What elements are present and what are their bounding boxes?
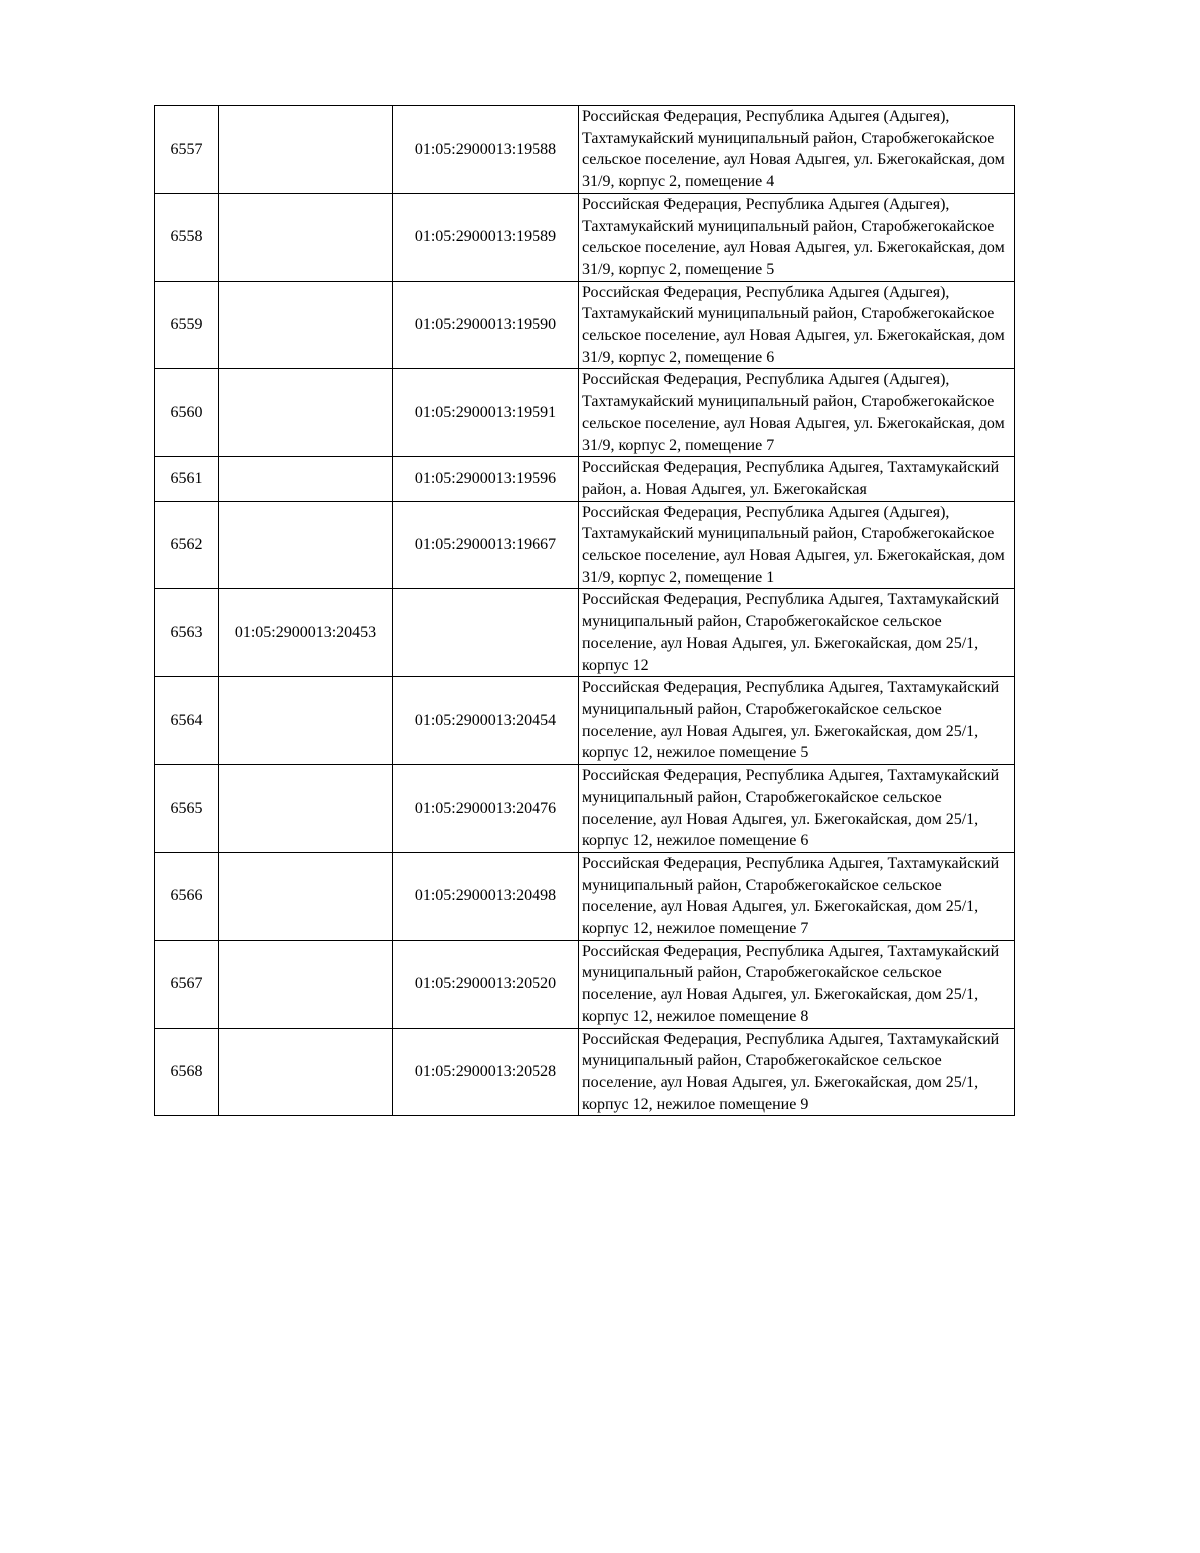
object-cadastral-number-cell: 01:05:2900013:20476 <box>393 765 579 853</box>
land-cadastral-number-cell <box>219 852 393 940</box>
object-cadastral-number-cell: 01:05:2900013:19591 <box>393 369 579 457</box>
address-cell: Российская Федерация, Республика Адыгея, Тахтамукайский муниципальный район, Старобжегокайское сельское поселение, аул Новая Адыгея, ул. Бжегокайская, дом 25/1, корпус 12, нежилое помещение 6 <box>579 765 1015 853</box>
land-cadastral-number-cell <box>219 677 393 765</box>
table-row <box>155 677 1015 765</box>
object-cadastral-number-cell: 01:05:2900013:19596 <box>393 457 579 501</box>
address-cell: Российская Федерация, Республика Адыгея, Тахтамукайский муниципальный район, Старобжегокайское сельское поселение, аул Новая Адыгея, ул. Бжегокайская, дом 25/1, корпус 12, нежилое помещение 7 <box>579 852 1015 940</box>
registry-table <box>154 105 1015 1116</box>
row-number-cell: 6560 <box>155 369 219 457</box>
address-cell: Российская Федерация, Республика Адыгея (Адыгея), Тахтамукайский муниципальный район, Старобжегокайское сельское поселение, аул Новая Адыгея, ул. Бжегокайская, дом 31/9, корпус 2, помещение 5 <box>579 193 1015 281</box>
row-number-cell: 6566 <box>155 852 219 940</box>
address-cell: Российская Федерация, Республика Адыгея, Тахтамукайский район, а. Новая Адыгея, ул. Бжегокайская <box>579 457 1015 501</box>
table-row <box>155 852 1015 940</box>
address-cell: Российская Федерация, Республика Адыгея, Тахтамукайский муниципальный район, Старобжегокайское сельское поселение, аул Новая Адыгея, ул. Бжегокайская, дом 25/1, корпус 12, нежилое помещение 9 <box>579 1028 1015 1116</box>
row-number-cell: 6558 <box>155 193 219 281</box>
address-cell: Российская Федерация, Республика Адыгея (Адыгея), Тахтамукайский муниципальный район, Старобжегокайское сельское поселение, аул Новая Адыгея, ул. Бжегокайская, дом 31/9, корпус 2, помещение 7 <box>579 369 1015 457</box>
land-cadastral-number-cell <box>219 369 393 457</box>
table-row <box>155 281 1015 369</box>
object-cadastral-number-cell: 01:05:2900013:20528 <box>393 1028 579 1116</box>
address-cell: Российская Федерация, Республика Адыгея (Адыгея), Тахтамукайский муниципальный район, Старобжегокайское сельское поселение, аул Новая Адыгея, ул. Бжегокайская, дом 31/9, корпус 2, помещение 1 <box>579 501 1015 589</box>
row-number-cell: 6557 <box>155 106 219 194</box>
land-cadastral-number-cell <box>219 281 393 369</box>
object-cadastral-number-cell <box>393 589 579 677</box>
object-cadastral-number-cell: 01:05:2900013:19588 <box>393 106 579 194</box>
object-cadastral-number-cell: 01:05:2900013:19667 <box>393 501 579 589</box>
table-row <box>155 501 1015 589</box>
object-cadastral-number-cell: 01:05:2900013:19590 <box>393 281 579 369</box>
row-number-cell: 6568 <box>155 1028 219 1116</box>
object-cadastral-number-cell: 01:05:2900013:19589 <box>393 193 579 281</box>
address-cell: Российская Федерация, Республика Адыгея, Тахтамукайский муниципальный район, Старобжегокайское сельское поселение, аул Новая Адыгея, ул. Бжегокайская, дом 25/1, корпус 12, нежилое помещение 8 <box>579 940 1015 1028</box>
row-number-cell: 6561 <box>155 457 219 501</box>
land-cadastral-number-cell <box>219 1028 393 1116</box>
land-cadastral-number-cell <box>219 457 393 501</box>
table-row <box>155 940 1015 1028</box>
land-cadastral-number-cell <box>219 940 393 1028</box>
row-number-cell: 6562 <box>155 501 219 589</box>
row-number-cell: 6559 <box>155 281 219 369</box>
row-number-cell: 6567 <box>155 940 219 1028</box>
address-cell: Российская Федерация, Республика Адыгея (Адыгея), Тахтамукайский муниципальный район, Старобжегокайское сельское поселение, аул Новая Адыгея, ул. Бжегокайская, дом 31/9, корпус 2, помещение 4 <box>579 106 1015 194</box>
address-cell: Российская Федерация, Республика Адыгея, Тахтамукайский муниципальный район, Старобжегокайское сельское поселение, аул Новая Адыгея, ул. Бжегокайская, дом 25/1, корпус 12, нежилое помещение 5 <box>579 677 1015 765</box>
land-cadastral-number-cell <box>219 765 393 853</box>
table-row <box>155 1028 1015 1116</box>
object-cadastral-number-cell: 01:05:2900013:20498 <box>393 852 579 940</box>
object-cadastral-number-cell: 01:05:2900013:20520 <box>393 940 579 1028</box>
table-row <box>155 457 1015 501</box>
registry-table-body <box>155 106 1015 1116</box>
object-cadastral-number-cell: 01:05:2900013:20454 <box>393 677 579 765</box>
address-cell: Российская Федерация, Республика Адыгея, Тахтамукайский муниципальный район, Старобжегокайское сельское поселение, аул Новая Адыгея, ул. Бжегокайская, дом 25/1, корпус 12 <box>579 589 1015 677</box>
table-row <box>155 589 1015 677</box>
land-cadastral-number-cell <box>219 193 393 281</box>
table-row <box>155 193 1015 281</box>
row-number-cell: 6564 <box>155 677 219 765</box>
row-number-cell: 6563 <box>155 589 219 677</box>
land-cadastral-number-cell <box>219 106 393 194</box>
table-row <box>155 106 1015 194</box>
land-cadastral-number-cell: 01:05:2900013:20453 <box>219 589 393 677</box>
row-number-cell: 6565 <box>155 765 219 853</box>
table-row <box>155 765 1015 853</box>
address-cell: Российская Федерация, Республика Адыгея (Адыгея), Тахтамукайский муниципальный район, Старобжегокайское сельское поселение, аул Новая Адыгея, ул. Бжегокайская, дом 31/9, корпус 2, помещение 6 <box>579 281 1015 369</box>
land-cadastral-number-cell <box>219 501 393 589</box>
table-row <box>155 369 1015 457</box>
